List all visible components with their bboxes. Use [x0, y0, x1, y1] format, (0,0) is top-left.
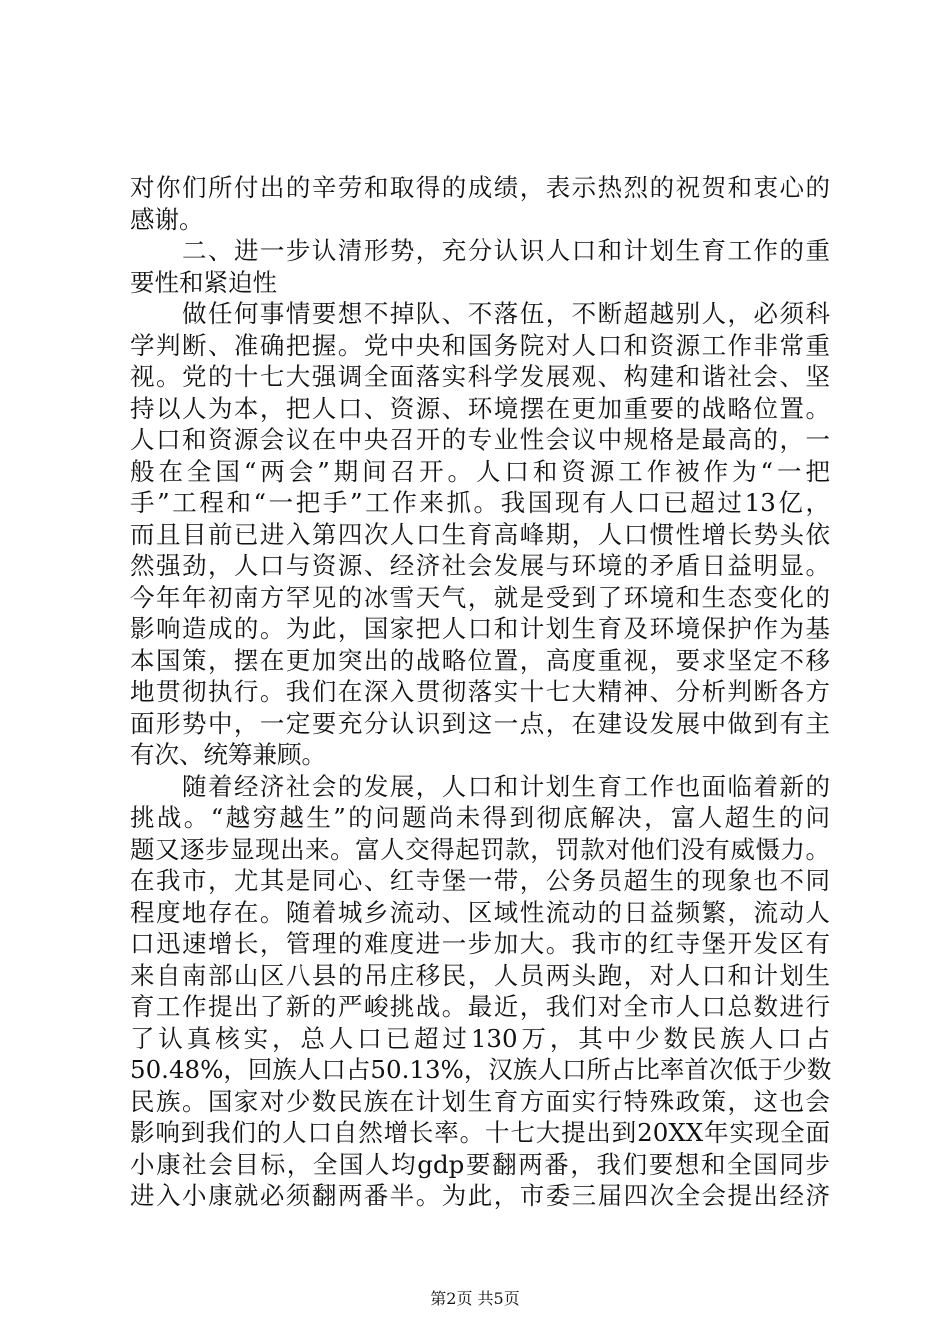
document-body [130, 172, 830, 1212]
text-line: 做任何事情要想不掉队、不落伍，不断超越别人，必须科 [182, 299, 830, 328]
text-line: 影响造成的。为此，国家把人口和计划生育及环境保护作为基 [130, 614, 830, 643]
text-line: 本国策，摆在更加突出的战略位置，高度重视，要求坚定不移 [130, 645, 830, 675]
section-heading-line: 要性和紧迫性 [130, 267, 277, 297]
text-line: 挑战。“越穷越生”的问题尚未得到彻底解决，富人超生的问 [130, 803, 830, 832]
text-line: 手”工程和“一把手”工作来抓。我国现有人口已超过13亿， [130, 488, 830, 517]
text-line: 视。党的十七大强调全面落实科学发展观、构建和谐社会、坚 [130, 362, 830, 391]
page-number-footer: 第2页 共5页 [430, 1289, 520, 1308]
text-line: 了认真核实，总人口已超过130万，其中少数民族人口占 [130, 1023, 830, 1053]
text-line: 来自南部山区八县的吊庄移民，人员两头跑，对人口和计划生 [130, 960, 830, 990]
section-heading-line: 二、进一步认清形势，充分认识人口和计划生育工作的重 [182, 236, 830, 265]
text-line: 题又逐步显现出来。富人交得起罚款，罚款对他们没有威慑力。 [130, 834, 830, 864]
text-line: 50.48%，回族人口占50.13%，汉族人口所占比率首次低于少数 [130, 1055, 832, 1084]
text-line: 在我市，尤其是同心、红寺堡一带，公务员超生的现象也不同 [130, 866, 830, 895]
text-line: 小康社会目标，全国人均gdp要翻两番，我们要想和全国同步 [130, 1149, 830, 1179]
text-line: 影响到我们的人口自然增长率。十七大提出到20XX年实现全面 [130, 1118, 830, 1147]
text-line: 对你们所付出的辛劳和取得的成绩，表示热烈的祝贺和衷心的 [130, 173, 830, 202]
text-line: 感谢。 [130, 204, 204, 234]
text-line: 口迅速增长，管理的难度进一步加大。我市的红寺堡开发区有 [130, 929, 830, 958]
text-line: 今年年初南方罕见的冰雪天气，就是受到了环境和生态变化的 [130, 582, 830, 612]
text-line: 般在全国“两会”期间召开。人口和资源工作被作为“一把 [130, 456, 830, 486]
text-line: 人口和资源会议在中央召开的专业性会议中规格是最高的，一 [130, 425, 830, 454]
text-line: 面形势中，一定要充分认识到这一点，在建设发展中做到有主 [130, 708, 830, 738]
text-line: 学判断、准确把握。党中央和国务院对人口和资源工作非常重 [130, 330, 830, 360]
text-line: 然强劲，人口与资源、经济社会发展与环境的矛盾日益明显。 [130, 551, 830, 580]
text-line: 民族。国家对少数民族在计划生育方面实行特殊政策，这也会 [130, 1086, 830, 1116]
text-line: 有次、统筹兼顾。 [130, 740, 326, 769]
text-line: 进入小康就必须翻两番半。为此，市委三届四次全会提出经济 [130, 1181, 830, 1210]
text-line: 持以人为本，把人口、资源、环境摆在更加重要的战略位置。 [130, 393, 830, 423]
text-line: 地贯彻执行。我们在深入贯彻落实十七大精神、分析判断各方 [130, 677, 830, 706]
text-line: 而且目前已进入第四次人口生育高峰期，人口惯性增长势头依 [130, 519, 830, 549]
text-line: 随着经济社会的发展，人口和计划生育工作也面临着新的 [182, 771, 830, 801]
text-line: 育工作提出了新的严峻挑战。最近，我们对全市人口总数进行 [130, 992, 830, 1021]
text-line: 程度地存在。随着城乡流动、区域性流动的日益频繁，流动人 [130, 897, 830, 927]
